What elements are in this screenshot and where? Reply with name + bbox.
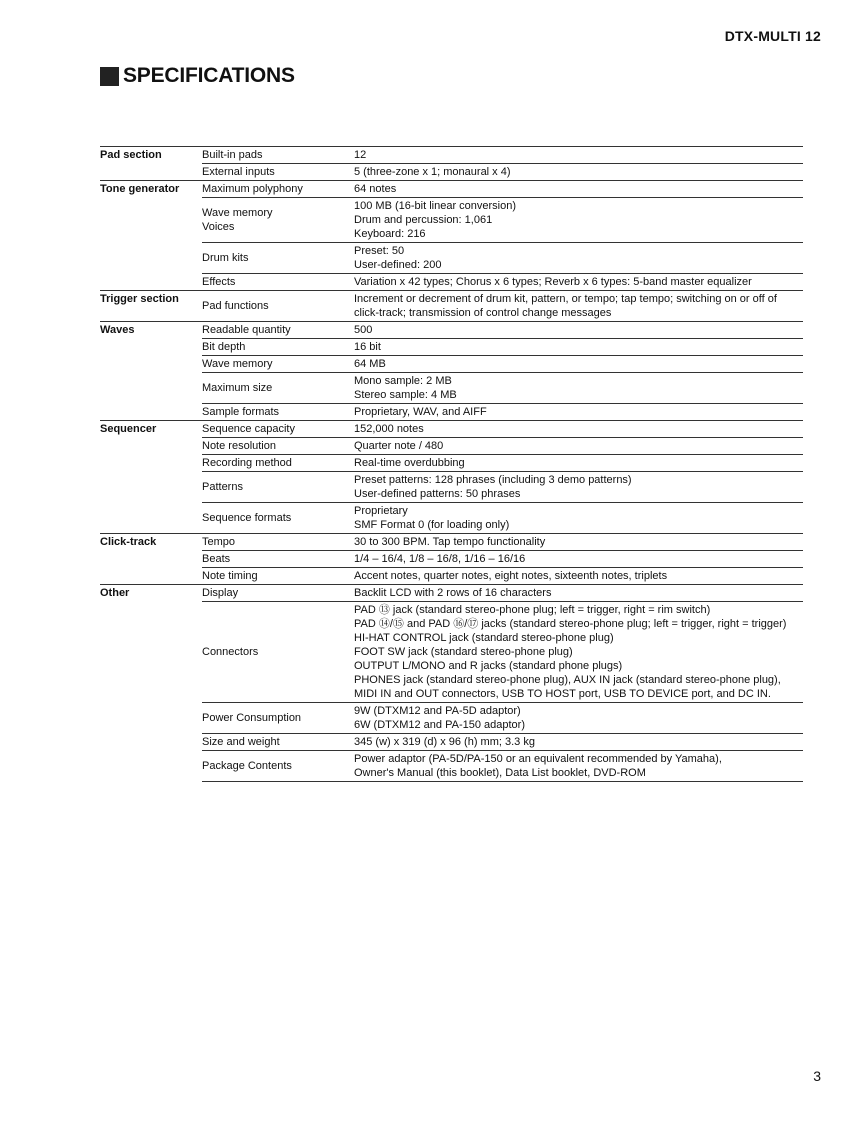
spec-row [100, 472, 803, 503]
spec-item-value [354, 147, 803, 164]
spec-item-value [354, 181, 803, 198]
spec-item-label: Display [202, 585, 354, 602]
spec-value-line: User-defined patterns: 50 phrases [354, 488, 521, 500]
spec-value-line: Drum and percussion: 1,061 [354, 214, 493, 226]
spec-value-line: Quarter note / 480 [354, 440, 444, 452]
spec-value-line: PHONES jack (standard stereo-phone plug), AUX IN jack (standard stereo-phone plug), [354, 674, 781, 686]
spec-item-label: Size and weight [202, 734, 354, 751]
spec-item-label: Drum kits [202, 243, 354, 274]
spec-section-name: Other [100, 585, 202, 782]
spec-row [100, 356, 803, 373]
spec-value-line: Power adaptor (PA-5D/PA-150 or an equivalent recommended by Yamaha), [354, 753, 722, 765]
spec-row [100, 585, 803, 602]
spec-item-label: Built-in pads [202, 147, 354, 164]
spec-value-line: OUTPUT L/MONO and R jacks (standard phone plugs) [354, 660, 623, 672]
spec-section-name: Waves [100, 322, 202, 421]
title-square-marker [100, 67, 119, 86]
spec-item-value [354, 551, 803, 568]
spec-value-line: 5 (three-zone x 1; monaural x 4) [354, 166, 511, 178]
spec-value-line: 152,000 notes [354, 423, 424, 435]
spec-item-value [354, 421, 803, 438]
spec-value-line: 500 [354, 324, 373, 336]
spec-item-label: Bit depth [202, 339, 354, 356]
document-model-header: DTX-MULTI 12 [724, 28, 821, 44]
spec-value-line: Preset patterns: 128 phrases (including 3 demo patterns) [354, 474, 632, 486]
spec-item-value [354, 568, 803, 585]
spec-row [100, 455, 803, 472]
spec-item-label: Sequence formats [202, 503, 354, 534]
spec-value-line: User-defined: 200 [354, 259, 442, 271]
spec-row [100, 291, 803, 322]
spec-value-line: Increment or decrement of drum kit, pattern, or tempo; tap tempo; switching on or off of [354, 293, 777, 305]
spec-value-line: Variation x 42 types; Chorus x 6 types; Reverb x 6 types: 5-band master equalizer [354, 276, 752, 288]
spec-value-line: 64 MB [354, 358, 386, 370]
spec-item-value [354, 503, 803, 534]
spec-row [100, 568, 803, 585]
spec-item-label: Power Consumption [202, 703, 354, 734]
spec-item-label: Note resolution [202, 438, 354, 455]
spec-value-line: Mono sample: 2 MB [354, 375, 452, 387]
spec-row [100, 404, 803, 421]
spec-item-value [354, 438, 803, 455]
spec-value-line: Backlit LCD with 2 rows of 16 characters [354, 587, 552, 599]
spec-item-value [354, 534, 803, 551]
spec-value-line: 6W (DTXM12 and PA-150 adaptor) [354, 719, 525, 731]
spec-row [100, 421, 803, 438]
spec-item-value [354, 455, 803, 472]
spec-item-value [354, 472, 803, 503]
spec-value-line: Proprietary [354, 505, 408, 517]
spec-row [100, 322, 803, 339]
spec-row [100, 373, 803, 404]
spec-value-line: Real-time overdubbing [354, 457, 465, 469]
spec-item-label: Tempo [202, 534, 354, 551]
spec-row [100, 164, 803, 181]
spec-row [100, 703, 803, 734]
spec-item-value [354, 243, 803, 274]
spec-item-label: Readable quantity [202, 322, 354, 339]
spec-item-value [354, 322, 803, 339]
spec-item-label: Wave memory Voices [202, 198, 354, 243]
spec-section-name: Sequencer [100, 421, 202, 534]
spec-row [100, 198, 803, 243]
spec-row [100, 534, 803, 551]
spec-row [100, 751, 803, 782]
spec-item-value [354, 751, 803, 782]
spec-item-value [354, 703, 803, 734]
spec-item-value [354, 356, 803, 373]
spec-item-label: Patterns [202, 472, 354, 503]
spec-value-line: FOOT SW jack (standard stereo-phone plug) [354, 646, 573, 658]
spec-value-line: PAD ⑬ jack (standard stereo-phone plug; left = trigger, right = rim switch) [354, 604, 711, 616]
spec-item-value [354, 602, 803, 703]
spec-item-label: Wave memory [202, 356, 354, 373]
page-number: 3 [813, 1068, 821, 1084]
spec-value-line: 9W (DTXM12 and PA-5D adaptor) [354, 705, 521, 717]
spec-value-line: Stereo sample: 4 MB [354, 389, 457, 401]
spec-section-name: Pad section [100, 147, 202, 181]
spec-value-line: 12 [354, 149, 367, 161]
spec-row [100, 503, 803, 534]
spec-row [100, 438, 803, 455]
spec-item-label: Recording method [202, 455, 354, 472]
spec-value-line: Proprietary, WAV, and AIFF [354, 406, 487, 418]
spec-item-label: Connectors [202, 602, 354, 703]
spec-item-value [354, 373, 803, 404]
spec-item-label: Maximum size [202, 373, 354, 404]
spec-value-line: SMF Format 0 (for loading only) [354, 519, 510, 531]
spec-row [100, 243, 803, 274]
spec-row [100, 274, 803, 291]
spec-item-label: Note timing [202, 568, 354, 585]
spec-item-label: Sequence capacity [202, 421, 354, 438]
spec-item-value [354, 291, 803, 322]
spec-value-line: Keyboard: 216 [354, 228, 426, 240]
spec-item-value [354, 404, 803, 421]
spec-value-line: 1/4 – 16/4, 1/8 – 16/8, 1/16 – 16/16 [354, 553, 526, 565]
spec-item-value [354, 585, 803, 602]
spec-value-line: Owner's Manual (this booklet), Data List booklet, DVD-ROM [354, 767, 646, 779]
spec-item-label: Effects [202, 274, 354, 291]
spec-value-line: 64 notes [354, 183, 397, 195]
spec-section-name: Tone generator [100, 181, 202, 291]
spec-value-line: click-track; transmission of control change messages [354, 307, 612, 319]
spec-value-line: Accent notes, quarter notes, eight notes, sixteenth notes, triplets [354, 570, 668, 582]
spec-value-line: 30 to 300 BPM. Tap tempo functionality [354, 536, 546, 548]
spec-item-label: Maximum polyphony [202, 181, 354, 198]
spec-item-label: External inputs [202, 164, 354, 181]
spec-row [100, 339, 803, 356]
spec-value-line: MIDI IN and OUT connectors, USB TO HOST port, USB TO DEVICE port, and DC IN. [354, 688, 771, 700]
spec-row [100, 734, 803, 751]
spec-item-value [354, 164, 803, 181]
spec-value-line: 345 (w) x 319 (d) x 96 (h) mm; 3.3 kg [354, 736, 535, 748]
spec-value-line: PAD ⑭/⑮ and PAD ⑯/⑰ jacks (standard stereo-phone plug; left = trigger, right = trigger) [354, 618, 787, 630]
spec-section-name: Click-track [100, 534, 202, 585]
spec-row [100, 551, 803, 568]
spec-item-label: Beats [202, 551, 354, 568]
page-title: SPECIFICATIONS [123, 64, 295, 87]
spec-row [100, 602, 803, 703]
spec-item-value [354, 274, 803, 291]
spec-item-label: Pad functions [202, 291, 354, 322]
spec-item-value [354, 198, 803, 243]
specifications-table [100, 146, 803, 782]
spec-value-line: 100 MB (16-bit linear conversion) [354, 200, 517, 212]
section-title [100, 64, 295, 88]
spec-item-value [354, 734, 803, 751]
spec-value-line: Preset: 50 [354, 245, 405, 257]
spec-value-line: 16 bit [354, 341, 381, 353]
spec-row [100, 147, 803, 164]
spec-section-name: Trigger section [100, 291, 202, 322]
spec-item-label: Package Contents [202, 751, 354, 782]
spec-value-line: HI-HAT CONTROL jack (standard stereo-phone plug) [354, 632, 614, 644]
spec-row [100, 181, 803, 198]
spec-item-value [354, 339, 803, 356]
spec-item-label: Sample formats [202, 404, 354, 421]
